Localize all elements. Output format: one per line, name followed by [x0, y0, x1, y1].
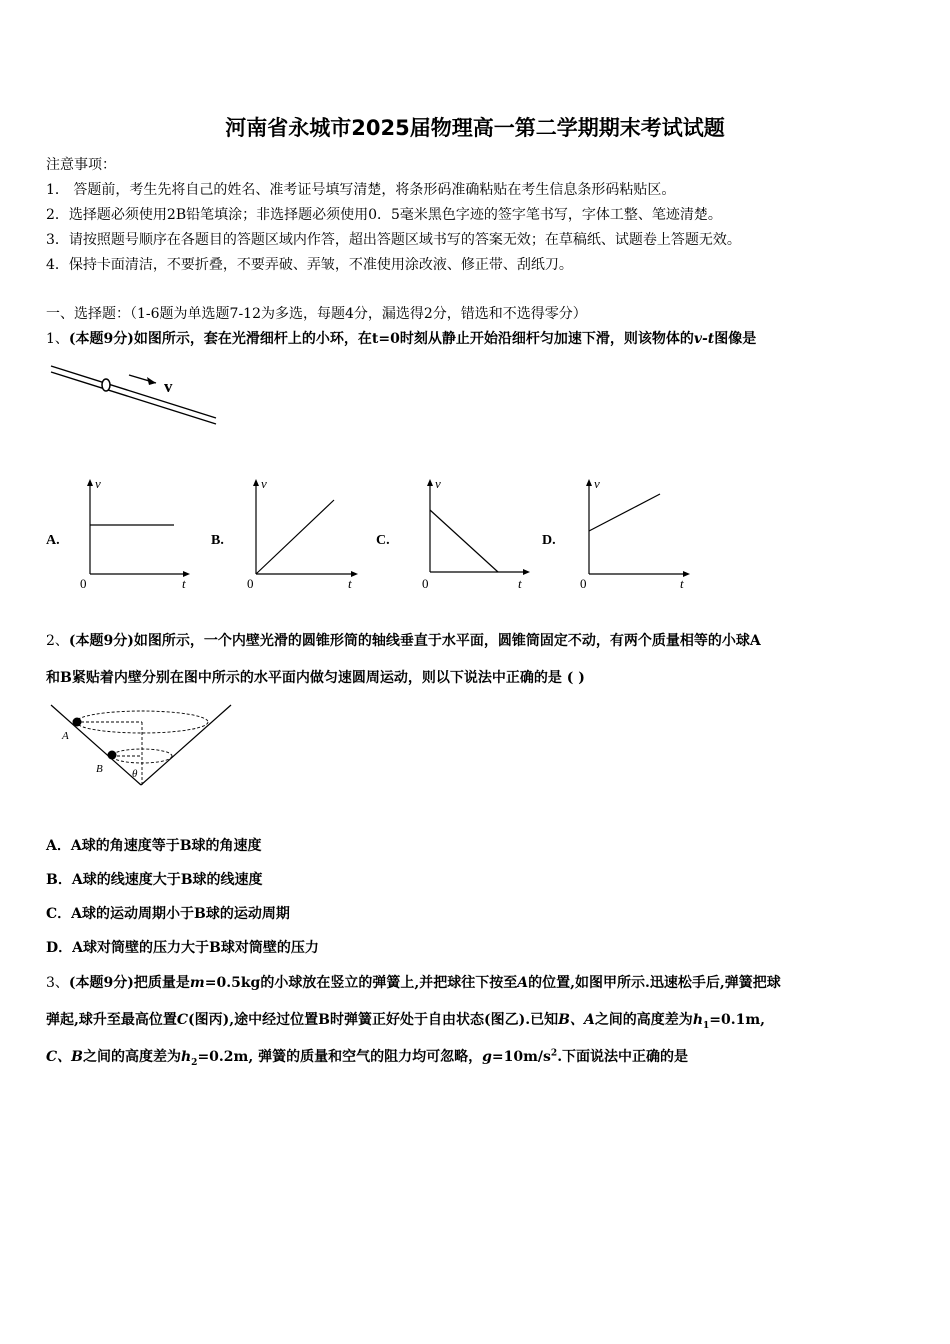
- question-1: [46, 328, 756, 348]
- q1-rod-figure: [46, 358, 226, 433]
- svg-text:0: 0: [247, 576, 254, 591]
- question-3-line-3: C、B之间的高度差为$h_2=0.2m$, 弹簧的质量和空气的阻力均可忽略，$g=10m/s^2$.下面说法中正确的是: [46, 1048, 689, 1068]
- question-3-line-1: 3、(本题9分)把质量是m=0.5kg的小球放在竖立的弹簧上,并把球往下按至A的位置,如图甲所示.迅速松手后,弹簧把球: [46, 975, 781, 991]
- notice-item-3: 3．请按照题号顺序在各题目的答题区域内作答，超出答题区域书写的答案无效；在草稿纸、试题卷上答题无效。: [46, 232, 741, 248]
- q2-option-a: A．A球的角速度等于B球的角速度: [46, 838, 262, 854]
- section-heading: 一、选择题：（1-6题为单选题7-12为多选，每题4分，漏选得2分，错选和不选得零分）: [46, 306, 587, 322]
- svg-text:t: t: [182, 576, 186, 591]
- svg-text:t: t: [348, 576, 352, 591]
- question-1-vt: v-t: [693, 331, 715, 347]
- question-2-number: 2、: [46, 633, 69, 649]
- svg-text:θ: θ: [132, 768, 138, 780]
- page-title: 河南省永城市2025届物理高一第二学期期末考试试题: [225, 116, 725, 140]
- q1-option-a-graph: [76, 472, 196, 592]
- notice-item-1: 1． 答题前，考生先将自己的姓名、准考证号填写清楚，将条形码准确粘贴在考生信息条形码粘贴区。: [46, 182, 676, 198]
- question-3-number: 3、: [46, 975, 69, 991]
- ball-b: [108, 751, 117, 760]
- svg-text:A: A: [62, 730, 69, 742]
- svg-text:0: 0: [422, 576, 429, 591]
- svg-text:v: v: [594, 476, 600, 491]
- svg-text:v: v: [261, 476, 267, 491]
- q1-option-d-graph: [576, 472, 696, 592]
- question-2-line-1: 2、(本题9分)如图所示，一个内壁光滑的圆锥形筒的轴线垂直于水平面，圆锥筒固定不动，有两个质量相等的小球A: [46, 633, 761, 649]
- question-1-number: 1、: [46, 331, 69, 347]
- question-1-text-b: 图像是: [714, 331, 757, 347]
- q1-option-d-label: D.: [542, 533, 556, 548]
- notice-item-2: 2．选择题必须使用2B铅笔填涂；非选择题必须使用0．5毫米黑色字迹的签字笔书写，字体工整、笔迹清楚。: [46, 207, 722, 223]
- q2-option-d: D．A球对筒壁的压力大于B球对筒壁的压力: [46, 940, 319, 956]
- question-2-line-2: 和B紧贴着内壁分别在图中所示的水平面内做匀速圆周运动，则以下说法中正确的是 ( ): [46, 670, 585, 686]
- q1-option-b-label: B.: [211, 533, 224, 548]
- q1-option-a-label: A.: [46, 533, 60, 548]
- q2-cone-figure: [46, 700, 236, 795]
- svg-text:0: 0: [580, 576, 587, 591]
- svg-text:v: v: [435, 476, 441, 491]
- ring-icon: [102, 379, 110, 391]
- q1-option-c-label: C.: [376, 533, 390, 548]
- question-1-text-a: (本题9分)如图所示，套在光滑细杆上的小环，在t=0时刻从静止开始沿细杆匀加速下滑，则该物体的: [68, 331, 694, 347]
- svg-text:t: t: [518, 576, 522, 591]
- svg-text:t: t: [680, 576, 684, 591]
- q1-option-b-graph: [244, 472, 364, 592]
- svg-text:0: 0: [80, 576, 87, 591]
- q2-option-b: B．A球的线速度大于B球的线速度: [46, 872, 263, 888]
- velocity-label: v: [164, 377, 173, 396]
- notice-heading: 注意事项：: [46, 157, 116, 173]
- ball-a: [73, 718, 82, 727]
- question-3-line-2: 弹起,球升至最高位置C(图丙),途中经过位置B时弹簧正好处于自由状态(图乙).已知B、A之间的高度差为$h_1=0.1m$,: [46, 1012, 766, 1031]
- svg-text:v: v: [95, 476, 101, 491]
- svg-text:B: B: [96, 763, 103, 775]
- notice-item-4: 4．保持卡面清洁，不要折叠，不要弄破、弄皱，不准使用涂改液、修正带、刮纸刀。: [46, 257, 573, 273]
- q1-option-c-graph: [418, 472, 538, 592]
- q2-option-c: C．A球的运动周期小于B球的运动周期: [46, 906, 290, 922]
